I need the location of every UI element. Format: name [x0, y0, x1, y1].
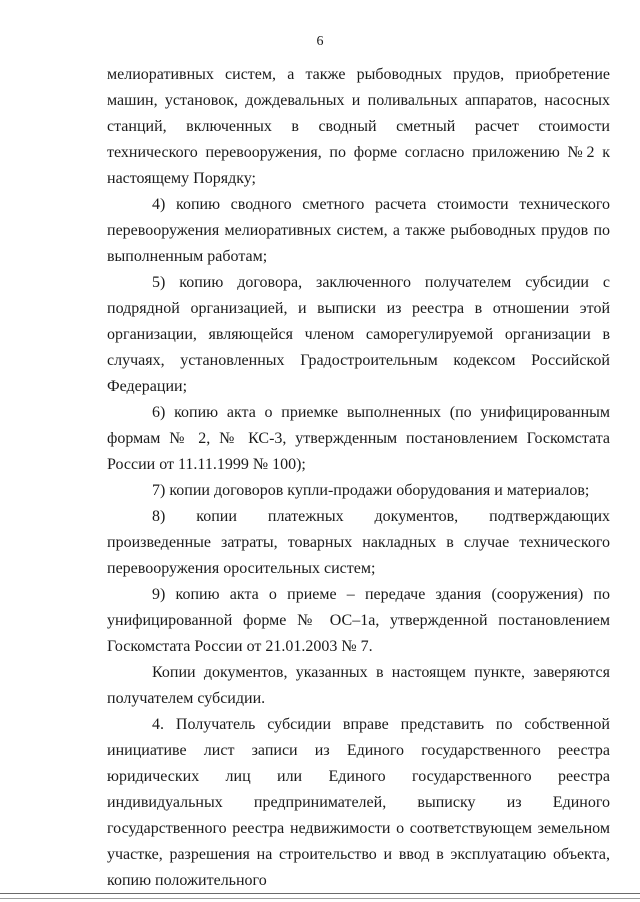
paragraph-item-7: 7) копии договоров купли-продажи оборудования и материалов;	[152, 482, 590, 499]
paragraph-item-8: 8) копии платежных документов, подтверждающих произведенные затраты, товарных накладных в случае технического перевооружения оросительных систем;	[107, 508, 610, 577]
paragraph-section-4: 4. Получатель субсидии вправе представить по собственной инициативе лист записи из Единого государственного реестра юридических лиц или Единого государственного реестра индивидуальных предпринимателей, выписку из Единого государственного реестра недвижимости о соответствующем земельном участке, разрешения на строительство и ввод в эксплуатацию объекта, копию положительного	[107, 716, 610, 889]
paragraph-item-9: 9) копию акта о приеме – передаче здания (сооружения) по унифицированной форме № ОС–1а, утвержденной постановлением Госкомстата России от 21.01.2003 № 7.	[107, 586, 610, 655]
document-body	[107, 62, 610, 894]
scan-edge-line-secondary	[0, 898, 640, 899]
paragraph-item-5: 5) копию договора, заключенного получателем субсидии с подрядной организацией, и выписки из реестра в отношении этой организации, являющейся членом саморегулируемой организации в случаях, установленных Градостроительным кодексом Российской Федерации;	[107, 274, 610, 395]
paragraph-certification: Копии документов, указанных в настоящем пункте, заверяются получателем субсидии.	[107, 664, 610, 707]
scan-edge-line	[0, 893, 640, 894]
paragraph-item-4: 4) копию сводного сметного расчета стоимости технического перевооружения мелиоративных систем, а также рыбоводных прудов по выполненным работам;	[107, 196, 610, 265]
paragraph-item-6: 6) копию акта о приемке выполненных (по унифицированным формам № 2, № КС-3, утвержденным постановлением Госкомстата России от 11.11.1999 № 100);	[107, 404, 610, 473]
page-number: 6	[316, 34, 324, 49]
paragraph-continuation: мелиоративных систем, а также рыбоводных прудов, приобретение машин, установок, дождевальных и поливальных аппаратов, насосных станций, включенных в сводный сметный расчет стоимости технического перевооружения, по форме согласно приложению №2 к настоящему Порядку;	[107, 66, 610, 187]
